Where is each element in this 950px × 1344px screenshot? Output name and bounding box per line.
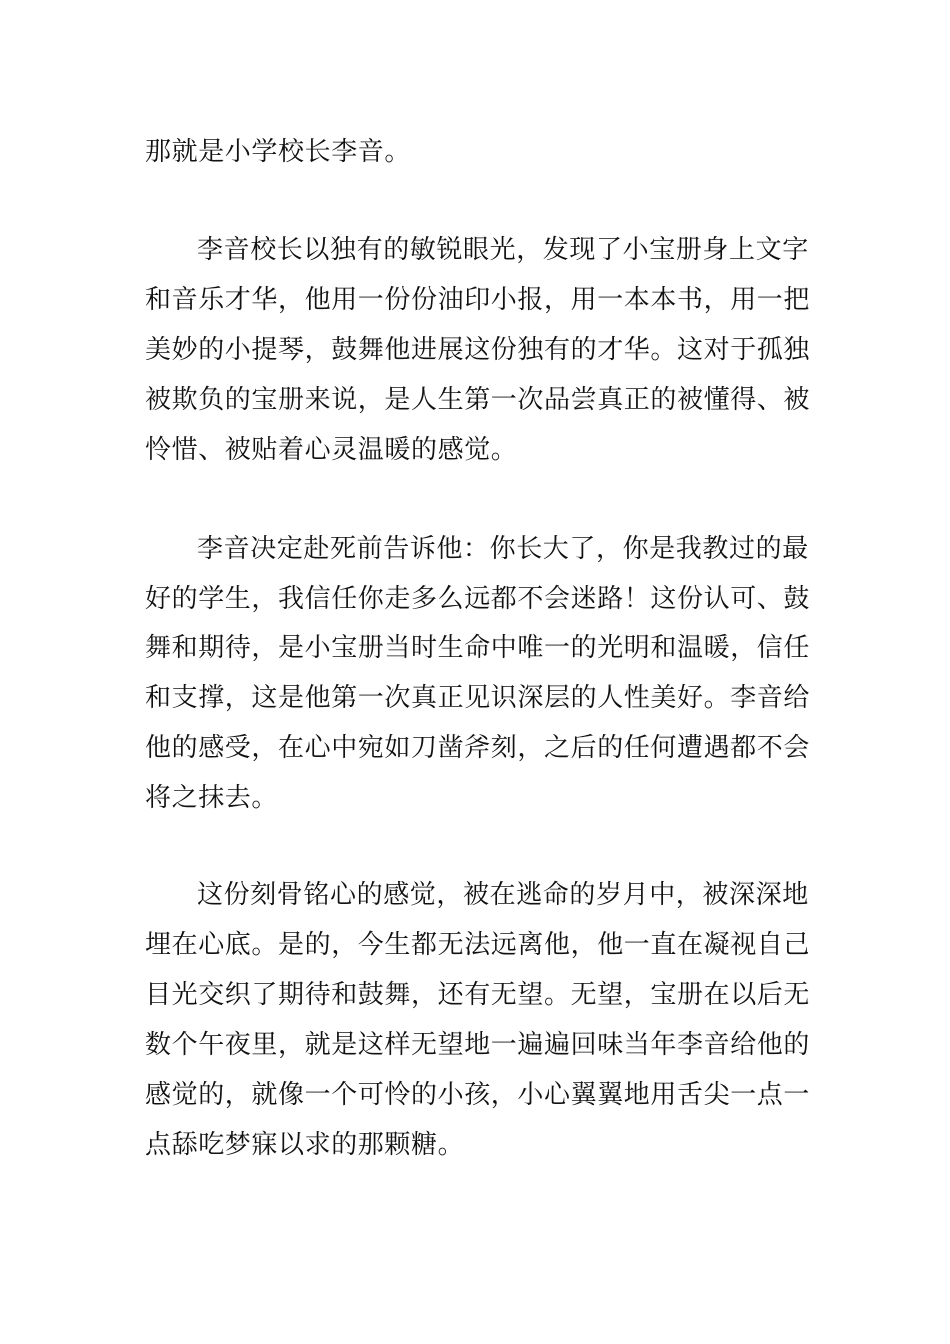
paragraph-2-line-2: 和音乐才华，他用一份份油印小报，用一本本书，用一把 (145, 285, 811, 315)
paragraph-1-line-1: 那就是小学校长李音。 (145, 137, 412, 167)
paragraph-3-line-6: 将之抹去。 (145, 783, 279, 813)
paragraph-3-line-3: 舞和期待，是小宝册当时生命中唯一的光明和温暖，信任 (145, 633, 811, 663)
paragraph-3-line-5: 他的感受，在心中宛如刀凿斧刻，之后的任何遭遇都不会 (145, 733, 811, 763)
paragraph-2-line-5: 怜惜、被贴着心灵温暖的感觉。 (145, 435, 518, 465)
paragraph-2-line-4: 被欺负的宝册来说，是人生第一次品尝真正的被懂得、被 (145, 385, 811, 415)
paragraph-4-line-5: 感觉的，就像一个可怜的小孩，小心翼翼地用舌尖一点一 (145, 1080, 811, 1110)
paragraph-3-line-4: 和支撑，这是他第一次真正见识深层的人性美好。李音给 (145, 683, 811, 713)
paragraph-3-line-2: 好的学生，我信任你走多么远都不会迷路！这份认可、鼓 (145, 584, 811, 614)
paragraph-4-line-6: 点舔吃梦寐以求的那颗糖。 (145, 1130, 465, 1160)
paragraph-4-line-4: 数个午夜里，就是这样无望地一遍遍回味当年李音给他的 (145, 1030, 811, 1060)
paragraph-4-line-3: 目光交织了期待和鼓舞，还有无望。无望，宝册在以后无 (145, 980, 811, 1010)
paragraph-4-line-1: 这份刻骨铭心的感觉，被在逃命的岁月中，被深深地 (197, 880, 809, 910)
paragraph-2-line-3: 美妙的小提琴，鼓舞他进展这份独有的才华。这对于孤独 (145, 335, 811, 365)
paragraph-2-line-1: 李音校长以独有的敏锐眼光，发现了小宝册身上文字 (197, 235, 809, 265)
paragraph-4-line-2: 埋在心底。是的，今生都无法远离他，他一直在凝视自己 (145, 930, 811, 960)
paragraph-3-line-1: 李音决定赴死前告诉他：你长大了，你是我教过的最 (197, 534, 809, 564)
